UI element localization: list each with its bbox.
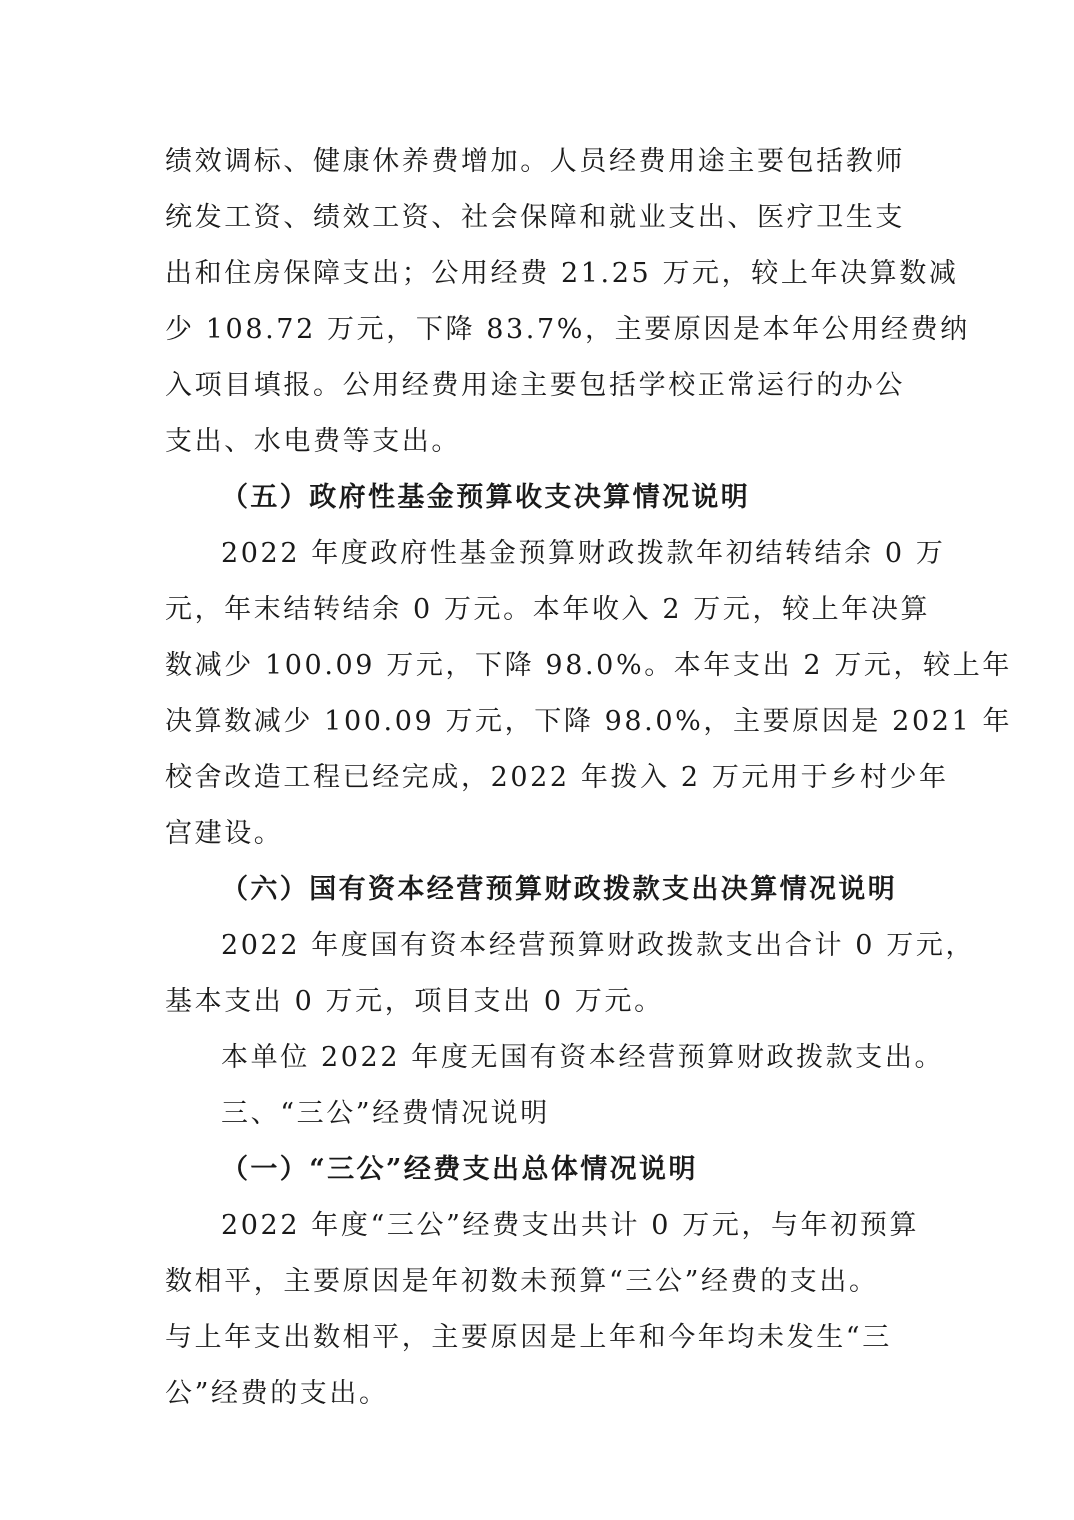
body-text-line: 与上年支出数相平，主要原因是上年和今年均未发生“三: [165, 1322, 892, 1353]
body-text-line: 少 108.72 万元，下降 83.7%，主要原因是本年公用经费纳: [165, 314, 970, 345]
section-heading-5: （五）政府性基金预算收支决算情况说明: [221, 482, 751, 513]
body-text-line: 数减少 100.09 万元，下降 98.0%。本年支出 2 万元，较上年: [165, 650, 1012, 681]
body-text-line: 支出、水电费等支出。: [165, 426, 461, 457]
body-text-line: 2022 年度政府性基金预算财政拨款年初结转结余 0 万: [221, 538, 946, 569]
body-text-line: 入项目填报。公用经费用途主要包括学校正常运行的办公: [165, 370, 905, 401]
body-text-line: 统发工资、绩效工资、社会保障和就业支出、医疗卫生支: [165, 202, 905, 233]
body-text-line: 2022 年度国有资本经营预算财政拨款支出合计 0 万元，: [221, 930, 976, 961]
body-text-line: 决算数减少 100.09 万元，下降 98.0%，主要原因是 2021 年: [165, 706, 1013, 737]
body-text-line: 基本支出 0 万元，项目支出 0 万元。: [165, 986, 664, 1017]
section-heading-6: （六）国有资本经营预算财政拨款支出决算情况说明: [221, 874, 898, 905]
body-text-line: 绩效调标、健康休养费增加。人员经费用途主要包括教师: [165, 146, 905, 177]
body-text-line: 本单位 2022 年度无国有资本经营预算财政拨款支出。: [221, 1042, 945, 1073]
body-text-line: 出和住房保障支出；公用经费 21.25 万元，较上年决算数减: [165, 258, 959, 289]
body-text-line: 2022 年度“三公”经费支出共计 0 万元，与年初预算: [221, 1210, 920, 1241]
body-text-line: 校舍改造工程已经完成，2022 年拨入 2 万元用于乡村少年: [165, 762, 949, 793]
body-text-line: 元，年末结转结余 0 万元。本年收入 2 万元，较上年决算: [165, 594, 931, 625]
body-text-line: 公”经费的支出。: [165, 1378, 389, 1409]
body-text-line: 数相平，主要原因是年初数未预算“三公”经费的支出。: [165, 1266, 879, 1297]
section-heading-3-1: （一）“三公”经费支出总体情况说明: [221, 1154, 698, 1185]
section-heading-3: 三、“三公”经费情况说明: [221, 1098, 550, 1129]
body-text-line: 宫建设。: [165, 818, 284, 849]
